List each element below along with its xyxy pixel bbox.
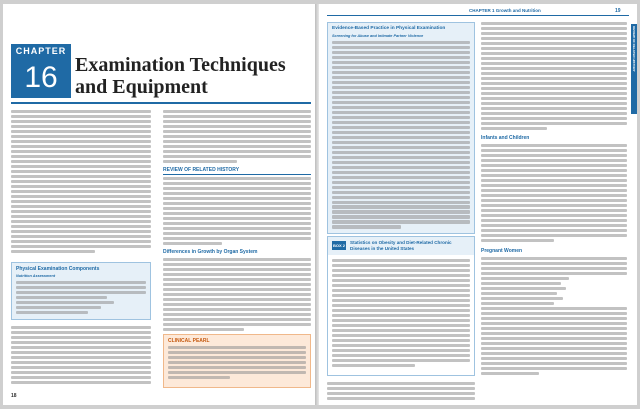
clinical-pearl-text	[168, 346, 306, 381]
statistics-box	[327, 236, 475, 376]
infants-children-heading: Infants and Children	[481, 135, 530, 141]
chapter-badge	[11, 44, 81, 100]
pregnant-women-text	[481, 257, 627, 377]
components-box-subtitle: Nutrition Assessment	[16, 274, 56, 278]
left-column-bottom	[327, 382, 475, 402]
side-tab-label: REVIEW OF RELATED HISTORY	[632, 26, 636, 72]
growth-differences-heading: Differences in Growth by Organ System	[163, 249, 258, 255]
title-rule	[11, 102, 311, 104]
clinical-pearl-box	[163, 334, 311, 388]
evidence-box-title: Evidence-Based Practice in Physical Examination	[332, 26, 446, 31]
growth-differences-text	[163, 258, 311, 333]
running-head: CHAPTER 1 Growth and Nutrition	[469, 8, 541, 13]
running-head-rule	[327, 15, 629, 16]
clinical-pearl-title: CLINICAL PEARL	[168, 338, 210, 344]
chapter-title: Examination Techniques and Equipment	[75, 54, 286, 98]
evidence-box-subtitle: Screening for Abuse and Intimate Partner Violence	[332, 34, 424, 38]
review-history-heading: REVIEW OF RELATED HISTORY	[163, 167, 311, 175]
components-box-text	[16, 281, 146, 316]
right-column-top	[481, 22, 627, 132]
statistics-box-title: Statistics on Obesity and Diet-Related Chronic Diseases in the United States	[350, 240, 452, 251]
statistics-box-header	[328, 237, 474, 255]
left-page	[3, 4, 315, 405]
chapter-label: CHAPTER	[11, 44, 71, 58]
components-box-title: Physical Examination Components	[16, 266, 100, 272]
body-column-left-bottom	[11, 326, 151, 386]
right-page	[319, 4, 637, 405]
chapter-number: 16	[11, 58, 71, 98]
components-box	[11, 262, 151, 320]
infants-children-text	[481, 144, 627, 244]
body-column-right	[163, 110, 311, 165]
statistics-box-text	[332, 259, 470, 369]
left-page-number: 18	[11, 393, 17, 399]
pregnant-women-heading: Pregnant Women	[481, 248, 523, 254]
evidence-box-text	[332, 41, 470, 230]
body-column-left	[11, 110, 151, 255]
evidence-box	[327, 22, 475, 234]
right-page-number: 19	[615, 8, 621, 14]
review-history-text	[163, 177, 311, 247]
statistics-box-label: BOX 2	[332, 243, 345, 248]
